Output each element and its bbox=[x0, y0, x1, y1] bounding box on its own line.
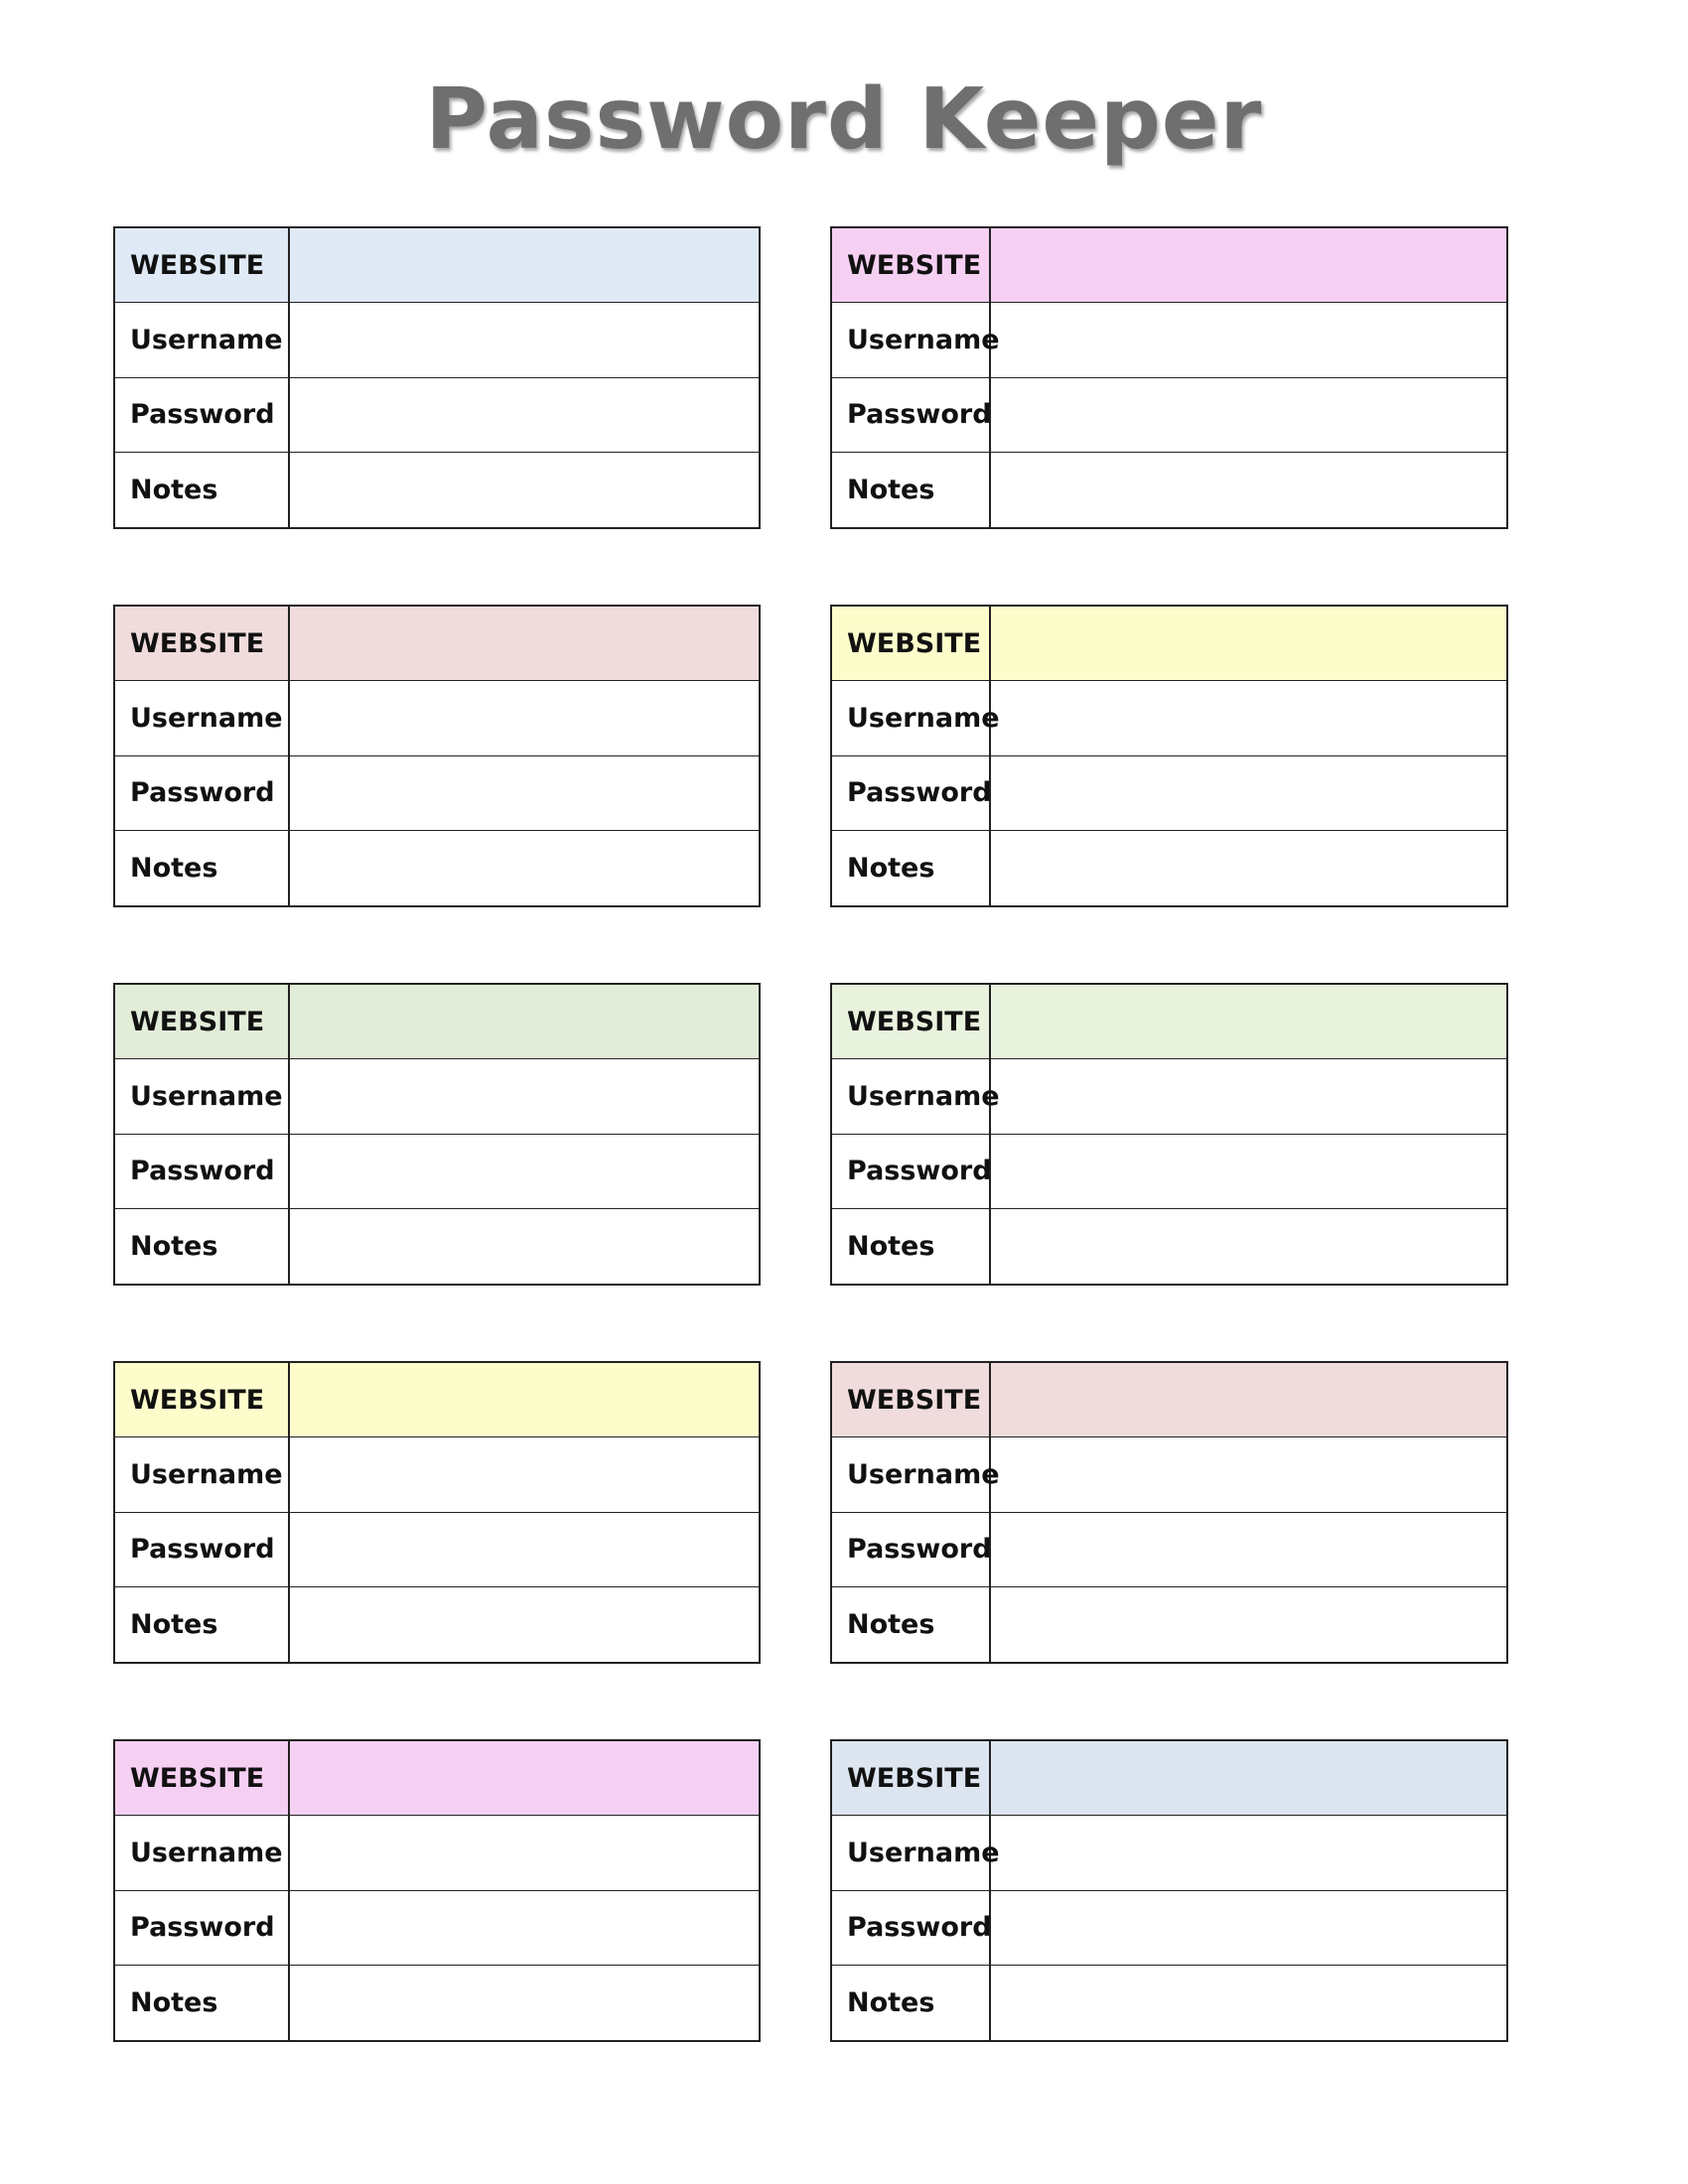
website-field[interactable] bbox=[290, 1741, 759, 1815]
username-label: Username bbox=[115, 681, 290, 754]
notes-field[interactable] bbox=[290, 1966, 759, 2040]
website-field[interactable] bbox=[991, 1363, 1506, 1436]
website-label: WEBSITE bbox=[115, 1741, 290, 1815]
username-row bbox=[832, 1437, 1506, 1512]
website-label: WEBSITE bbox=[115, 1363, 290, 1436]
username-label: Username bbox=[115, 303, 290, 376]
password-label: Password bbox=[115, 1891, 290, 1965]
username-row bbox=[115, 1059, 759, 1134]
password-field[interactable] bbox=[290, 1135, 759, 1208]
password-field[interactable] bbox=[991, 1891, 1506, 1965]
notes-row bbox=[832, 1966, 1506, 2040]
notes-row bbox=[115, 1587, 759, 1662]
website-field[interactable] bbox=[290, 607, 759, 680]
password-label: Password bbox=[115, 756, 290, 830]
username-label: Username bbox=[832, 303, 991, 376]
username-row bbox=[115, 681, 759, 755]
password-label: Password bbox=[115, 378, 290, 452]
username-field[interactable] bbox=[290, 1437, 759, 1511]
password-label: Password bbox=[832, 1891, 991, 1965]
website-row bbox=[832, 985, 1506, 1059]
username-row bbox=[832, 303, 1506, 377]
username-field[interactable] bbox=[290, 303, 759, 376]
website-field[interactable] bbox=[290, 1363, 759, 1436]
password-entry-card bbox=[830, 1739, 1508, 2042]
password-label: Password bbox=[832, 1513, 991, 1586]
website-row bbox=[832, 1363, 1506, 1437]
password-entry-card bbox=[830, 605, 1508, 907]
notes-field[interactable] bbox=[991, 1587, 1506, 1662]
website-label: WEBSITE bbox=[832, 228, 991, 302]
website-row bbox=[832, 228, 1506, 303]
notes-row bbox=[115, 1209, 759, 1284]
password-row bbox=[115, 1135, 759, 1209]
website-row bbox=[115, 1741, 759, 1816]
username-row bbox=[115, 1816, 759, 1890]
website-row bbox=[832, 1741, 1506, 1816]
password-row bbox=[115, 1513, 759, 1587]
notes-field[interactable] bbox=[991, 1209, 1506, 1284]
notes-row bbox=[115, 453, 759, 527]
password-entry-card bbox=[113, 605, 761, 907]
username-field[interactable] bbox=[290, 1816, 759, 1889]
notes-field[interactable] bbox=[991, 1966, 1506, 2040]
notes-field[interactable] bbox=[290, 831, 759, 905]
username-label: Username bbox=[832, 1437, 991, 1511]
password-field[interactable] bbox=[290, 756, 759, 830]
username-row bbox=[115, 1437, 759, 1512]
password-row bbox=[115, 378, 759, 453]
notes-label: Notes bbox=[832, 1209, 991, 1284]
notes-label: Notes bbox=[832, 831, 991, 905]
password-row bbox=[115, 1891, 759, 1966]
password-label: Password bbox=[832, 378, 991, 452]
notes-label: Notes bbox=[832, 453, 991, 527]
password-field[interactable] bbox=[991, 756, 1506, 830]
website-row bbox=[115, 228, 759, 303]
password-field[interactable] bbox=[991, 378, 1506, 452]
website-row bbox=[115, 985, 759, 1059]
password-field[interactable] bbox=[991, 1135, 1506, 1208]
notes-field[interactable] bbox=[290, 453, 759, 527]
username-row bbox=[832, 681, 1506, 755]
page-title: Password Keeper bbox=[425, 70, 1263, 169]
password-field[interactable] bbox=[290, 1891, 759, 1965]
password-row bbox=[832, 378, 1506, 453]
username-field[interactable] bbox=[991, 681, 1506, 754]
username-row bbox=[115, 303, 759, 377]
password-field[interactable] bbox=[290, 378, 759, 452]
notes-field[interactable] bbox=[991, 453, 1506, 527]
notes-label: Notes bbox=[832, 1966, 991, 2040]
password-entry-card bbox=[113, 1739, 761, 2042]
website-row bbox=[115, 1363, 759, 1437]
website-label: WEBSITE bbox=[115, 607, 290, 680]
password-label: Password bbox=[115, 1135, 290, 1208]
notes-row bbox=[832, 1587, 1506, 1662]
username-row bbox=[832, 1059, 1506, 1134]
password-entry-card bbox=[830, 226, 1508, 529]
username-label: Username bbox=[832, 1816, 991, 1889]
username-label: Username bbox=[115, 1437, 290, 1511]
password-label: Password bbox=[832, 1135, 991, 1208]
username-field[interactable] bbox=[991, 1059, 1506, 1133]
notes-label: Notes bbox=[115, 1587, 290, 1662]
password-entry-card bbox=[113, 1361, 761, 1664]
notes-field[interactable] bbox=[991, 831, 1506, 905]
notes-row bbox=[115, 831, 759, 905]
notes-label: Notes bbox=[115, 453, 290, 527]
notes-field[interactable] bbox=[290, 1587, 759, 1662]
website-row bbox=[832, 607, 1506, 681]
username-label: Username bbox=[115, 1816, 290, 1889]
username-label: Username bbox=[832, 1059, 991, 1133]
website-field[interactable] bbox=[991, 985, 1506, 1058]
notes-label: Notes bbox=[115, 1966, 290, 2040]
website-label: WEBSITE bbox=[832, 607, 991, 680]
username-field[interactable] bbox=[991, 1437, 1506, 1511]
username-label: Username bbox=[832, 681, 991, 754]
username-field[interactable] bbox=[290, 681, 759, 754]
password-label: Password bbox=[832, 756, 991, 830]
username-label: Username bbox=[115, 1059, 290, 1133]
website-label: WEBSITE bbox=[832, 1741, 991, 1815]
password-field[interactable] bbox=[991, 1513, 1506, 1586]
notes-row bbox=[115, 1966, 759, 2040]
website-field[interactable] bbox=[290, 985, 759, 1058]
website-label: WEBSITE bbox=[832, 1363, 991, 1436]
notes-label: Notes bbox=[115, 831, 290, 905]
username-field[interactable] bbox=[290, 1059, 759, 1133]
password-field[interactable] bbox=[290, 1513, 759, 1586]
notes-field[interactable] bbox=[290, 1209, 759, 1284]
website-label: WEBSITE bbox=[115, 985, 290, 1058]
notes-row bbox=[832, 831, 1506, 905]
username-row bbox=[832, 1816, 1506, 1890]
username-field[interactable] bbox=[991, 1816, 1506, 1889]
password-entry-card bbox=[113, 226, 761, 529]
notes-row bbox=[832, 453, 1506, 527]
password-row bbox=[832, 1135, 1506, 1209]
password-entry-card bbox=[830, 1361, 1508, 1664]
password-row bbox=[832, 1891, 1506, 1966]
website-field[interactable] bbox=[991, 607, 1506, 680]
password-row bbox=[832, 756, 1506, 831]
notes-label: Notes bbox=[115, 1209, 290, 1284]
username-field[interactable] bbox=[991, 303, 1506, 376]
website-field[interactable] bbox=[991, 228, 1506, 302]
password-entry-card bbox=[113, 983, 761, 1286]
password-entry-card bbox=[830, 983, 1508, 1286]
website-label: WEBSITE bbox=[115, 228, 290, 302]
website-label: WEBSITE bbox=[832, 985, 991, 1058]
password-entries-grid bbox=[113, 226, 1508, 2042]
notes-label: Notes bbox=[832, 1587, 991, 1662]
website-field[interactable] bbox=[991, 1741, 1506, 1815]
password-row bbox=[832, 1513, 1506, 1587]
password-row bbox=[115, 756, 759, 831]
password-label: Password bbox=[115, 1513, 290, 1586]
website-row bbox=[115, 607, 759, 681]
website-field[interactable] bbox=[290, 228, 759, 302]
notes-row bbox=[832, 1209, 1506, 1284]
